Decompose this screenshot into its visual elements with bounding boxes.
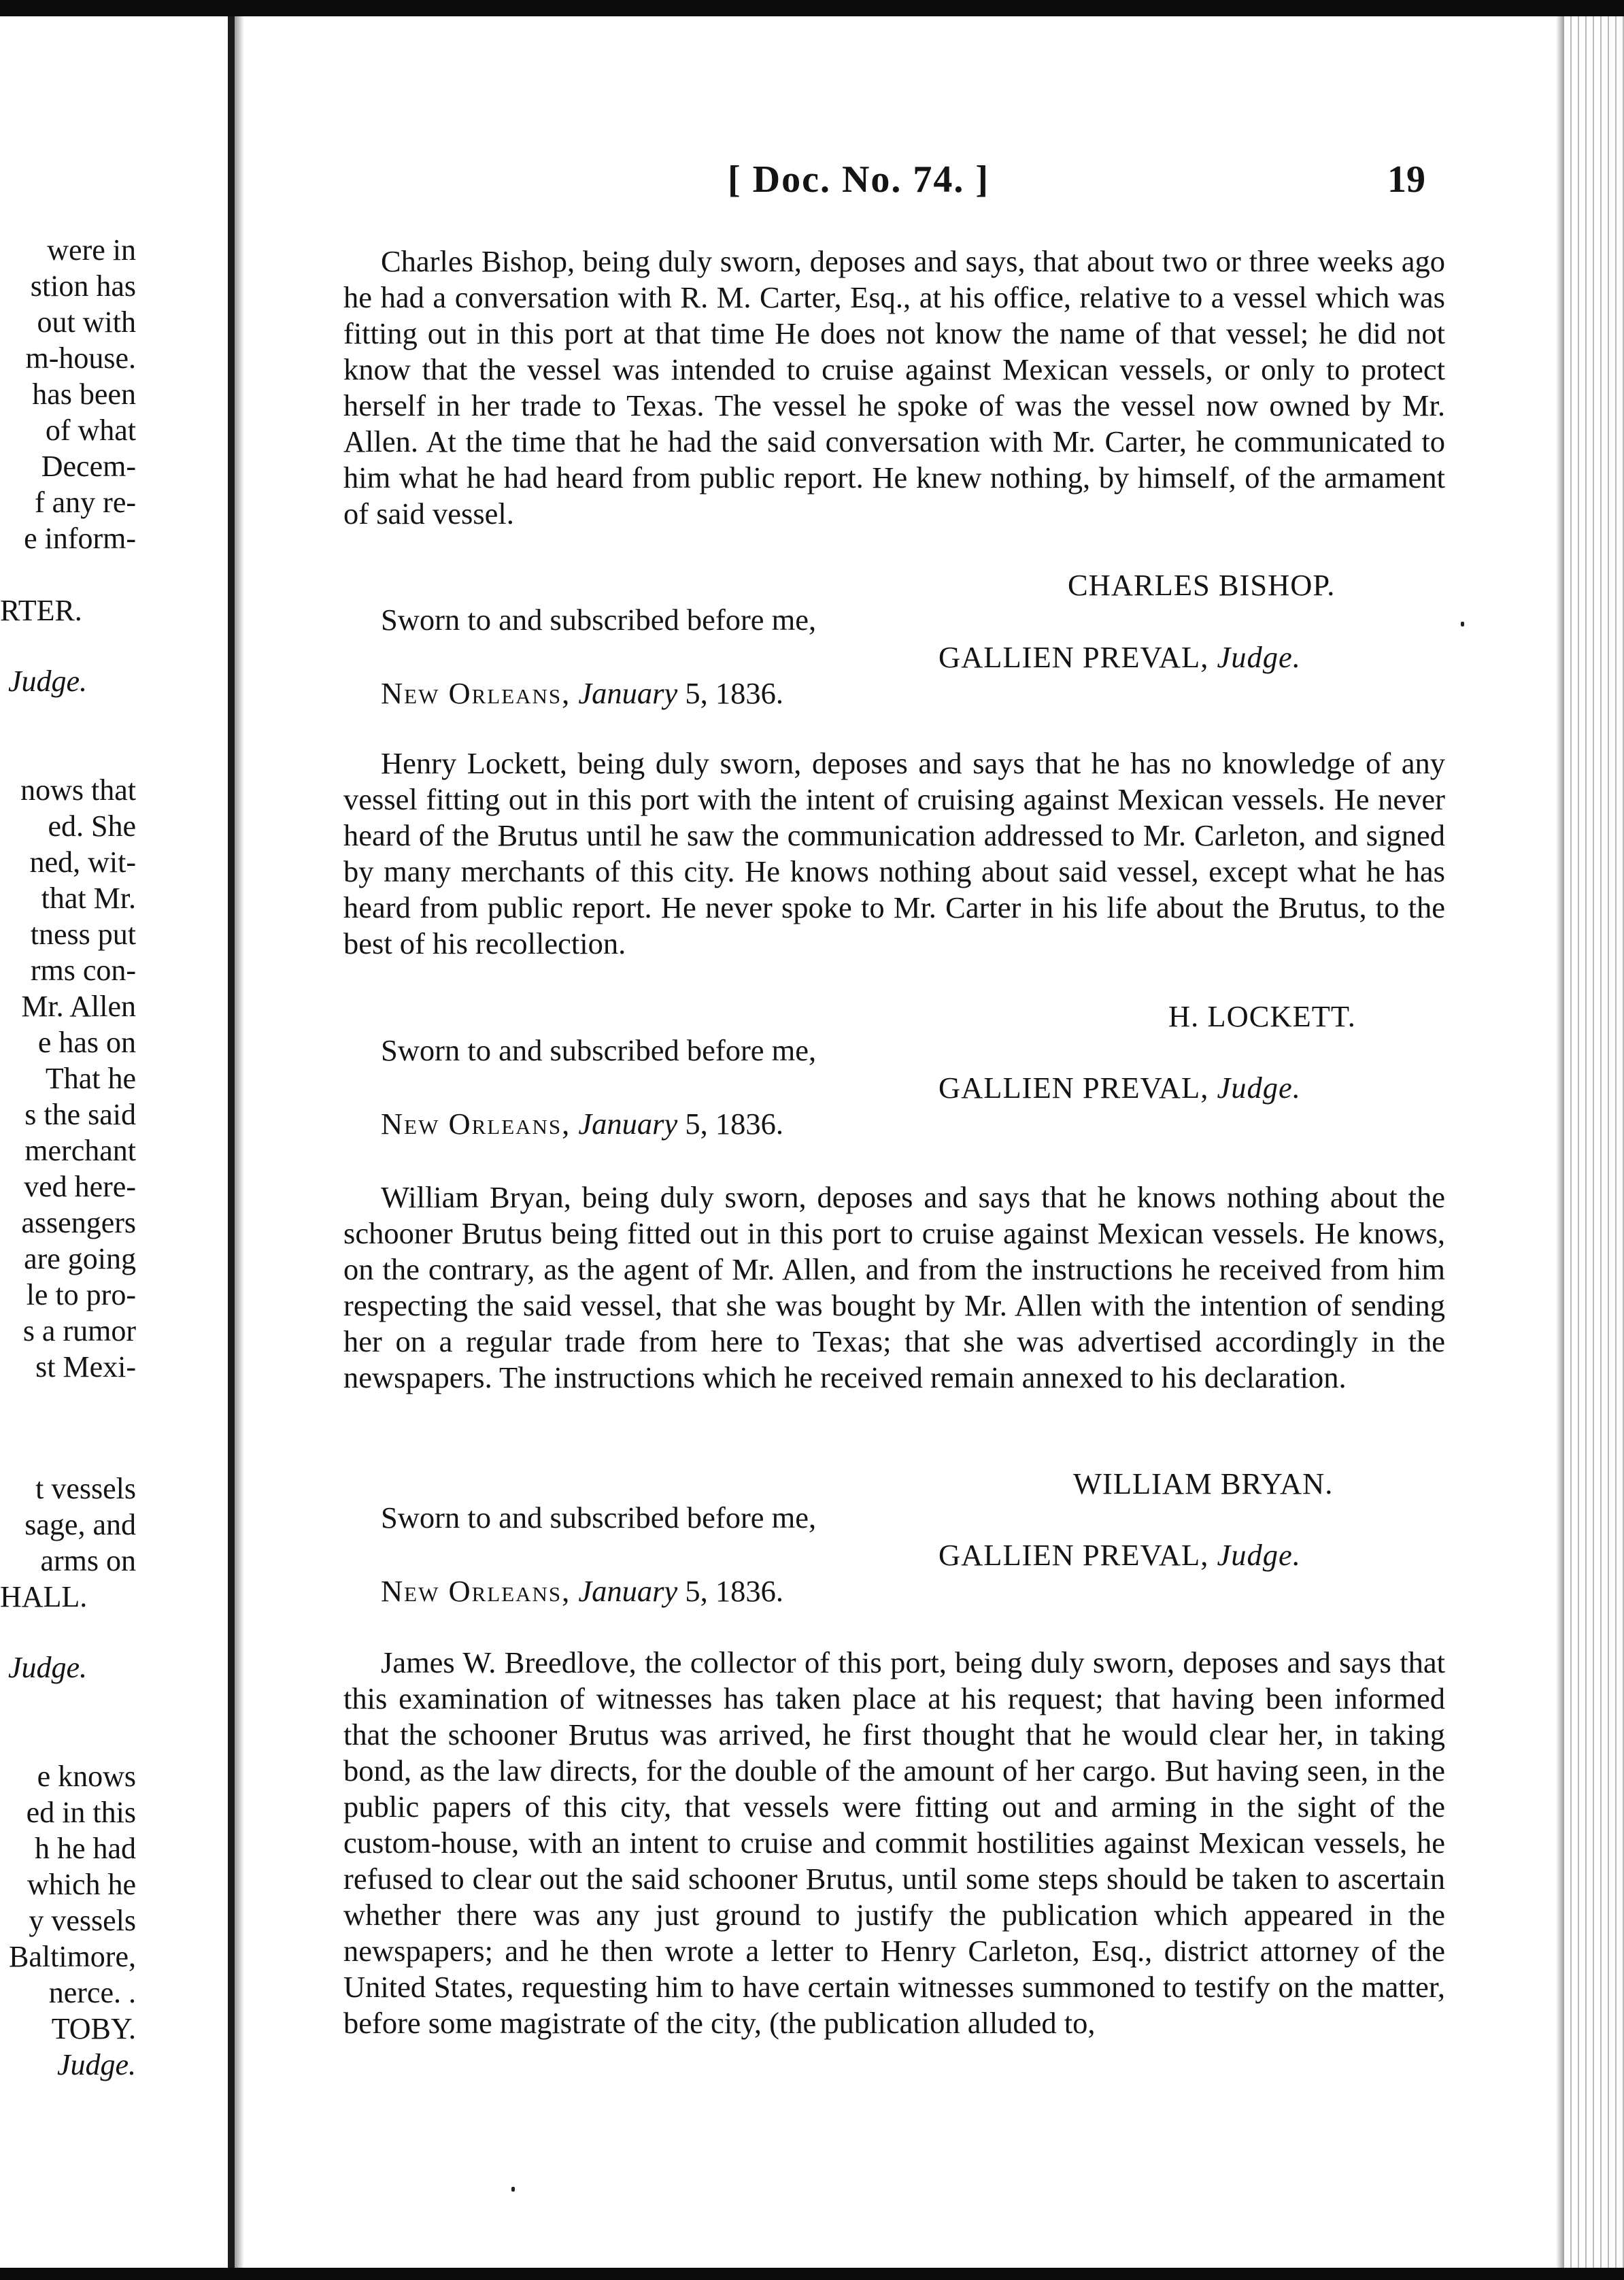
left-fragment-line: RTER. — [0, 594, 82, 627]
left-fragment-line: assengers — [21, 1206, 136, 1239]
book-gutter — [228, 16, 235, 2268]
judge-signature — [938, 1537, 1301, 1573]
left-fragment-line: sage, and — [24, 1508, 136, 1541]
sworn-line: Sworn to and subscribed before me, — [381, 603, 817, 637]
left-fragment-line: Decem- — [41, 450, 136, 483]
running-header — [0, 158, 1624, 205]
signature-bryan: WILLIAM BRYAN. — [1073, 1466, 1334, 1501]
left-fragment-line: e inform- — [24, 522, 136, 555]
left-fragment-line: e knows — [37, 1760, 136, 1793]
date-rest: 5, 1836. — [685, 1574, 783, 1608]
judge-name: GALLIEN PREVAL, — [938, 1538, 1209, 1572]
date-month: January — [578, 1107, 678, 1141]
deposition-text-bishop: Charles Bishop, being duly sworn, deposes and says, that about two or three weeks ago he had a conversation with R. M. Carter, Esq., at his office, relative to a vessel which was fitting out in this port at that time He does not know the name of that vessel; he did not know that the vessel was intended to cruise against Mexican vessels, or only to protect herself in her trade to Texas. The vessel he spoke of was the vessel now owned by Mr. Allen. At the time that he had the said conversation with Mr. Carter, he communicated to him what he had heard from public report. He knew nothing, by himself, of the armament of said vessel. — [343, 244, 1445, 531]
left-fragment-line: st Mexi- — [35, 1350, 136, 1384]
left-fragment-line: ned, wit- — [29, 845, 136, 879]
left-page-fragment — [0, 0, 224, 2265]
left-fragment-line: Judge. — [56, 2048, 136, 2081]
place-date-line — [381, 1573, 783, 1609]
judge-title: Judge. — [1217, 1071, 1301, 1105]
left-fragment-line: Judge. — [8, 665, 88, 698]
left-fragment-line: TOBY. — [51, 2012, 136, 2045]
print-speck — [1461, 622, 1464, 626]
signature-bishop: CHARLES BISHOP. — [1068, 568, 1336, 602]
left-fragment-line: that Mr. — [41, 882, 136, 915]
left-fragment-line: out with — [37, 305, 136, 339]
page-number: 19 — [1387, 158, 1425, 201]
date-month: January — [578, 1574, 678, 1608]
doc-number-label: [ Doc. No. 74. ] — [728, 158, 990, 201]
scan-bottom-border — [0, 2268, 1624, 2280]
place: New Orleans, — [381, 676, 571, 710]
left-fragment-line: ed in this — [26, 1796, 136, 1829]
left-fragment-line: Mr. Allen — [21, 990, 136, 1023]
signature-lockett: H. LOCKETT. — [1168, 999, 1356, 1033]
left-fragment-line: y vessels — [29, 1904, 136, 1937]
place: New Orleans, — [381, 1107, 571, 1141]
place-date-line — [381, 1106, 783, 1141]
left-fragment-line: That he — [45, 1062, 136, 1095]
left-fragment-line: arms on — [40, 1544, 136, 1577]
gutter-shadow — [235, 16, 244, 2268]
date-month: January — [578, 676, 678, 710]
deposition-text-breedlove: James W. Breedlove, the collector of this port, being duly sworn, deposes and says that this examination of witnesses has taken place at his request; that having been informed that the schooner Brutus was arrived, he first thought that he would clear her, in taking bond, as the law directs, for the double of the amount of her cargo. But having seen, in the public papers of this city, that vessels were fitting out and arming in the sight of the custom-house, with an intent to cruise and commit hostilities against Mexican vessels, he refused to clear out the said schooner Brutus, until some steps should be taken to ascertain whether there was any just ground to justify the publication which appeared in the newspapers; and he then wrote a letter to Henry Carleton, Esq., district attorney of the United States, requesting him to have certain witnesses summoned to testify on the matter, before some magistrate of the city, (the publication alluded to, — [343, 1645, 1445, 2040]
judge-signature — [938, 1070, 1301, 1105]
scan-top-border — [0, 0, 1624, 16]
left-fragment-line: ved here- — [24, 1170, 136, 1203]
page-stack-edge — [1564, 16, 1624, 2268]
left-fragment-line: Judge. — [8, 1651, 88, 1684]
left-fragment-line: stion has — [30, 269, 136, 303]
left-fragment-line: le to pro- — [26, 1278, 136, 1311]
deposition-text-bryan: William Bryan, being duly sworn, deposes and says that he knows nothing about the schooner Brutus being fitted out in this port to cruise against Mexican vessels. He knows, on the contrary, as the agent of Mr. Allen, and from the instructions he received from him respecting the said vessel, that she was bought by Mr. Allen with the intention of sending her on a regular trade from here to Texas; that she was advertised accordingly in the newspapers. The instructions which he received remain annexed to his declaration. — [343, 1180, 1445, 1394]
sworn-line: Sworn to and subscribed before me, — [381, 1033, 817, 1067]
left-fragment-line: of what — [45, 414, 136, 447]
left-fragment-line: f any re- — [34, 486, 136, 519]
left-fragment-line: nows that — [20, 773, 136, 807]
left-fragment-line: HALL. — [0, 1580, 88, 1613]
left-fragment-line: t vessels — [35, 1472, 136, 1505]
left-fragment-line: were in — [47, 233, 136, 267]
left-fragment-line: m-house. — [25, 341, 136, 375]
judge-signature — [938, 639, 1301, 675]
judge-name: GALLIEN PREVAL, — [938, 1071, 1209, 1105]
left-fragment-line: e has on — [37, 1026, 136, 1059]
sworn-line: Sworn to and subscribed before me, — [381, 1501, 817, 1535]
left-fragment-line: ed. She — [48, 809, 136, 843]
place-date-line — [381, 675, 783, 711]
left-fragment-line: merchant — [24, 1134, 136, 1167]
left-fragment-line: are going — [24, 1242, 136, 1275]
left-fragment-line: rms con- — [30, 954, 136, 987]
date-rest: 5, 1836. — [685, 1107, 783, 1141]
judge-title: Judge. — [1217, 1538, 1301, 1572]
judge-title: Judge. — [1217, 640, 1301, 674]
date-rest: 5, 1836. — [685, 676, 783, 710]
left-fragment-line: s a rumor — [22, 1314, 136, 1347]
left-fragment-line: which he — [27, 1868, 136, 1901]
place: New Orleans, — [381, 1574, 571, 1608]
left-fragment-line: tness put — [30, 918, 136, 951]
deposition-text-lockett: Henry Lockett, being duly sworn, deposes and says that he has no knowledge of any vessel fitting out in this port with the intent of cruising against Mexican vessels. He never heard of the Brutus until he saw the communication addressed to Mr. Carleton, and signed by many merchants of this city. He knows nothing about said vessel, except what he has heard from public report. He never spoke to Mr. Carter in his life about the Brutus, to the best of his recollection. — [343, 746, 1445, 960]
judge-name: GALLIEN PREVAL, — [938, 640, 1209, 674]
print-speck — [511, 2187, 515, 2192]
left-fragment-line: s the said — [24, 1098, 136, 1131]
left-fragment-line: nerce. . — [48, 1976, 136, 2009]
left-fragment-line: Baltimore, — [9, 1940, 136, 1973]
left-fragment-line: h he had — [34, 1832, 136, 1865]
left-fragment-line: has been — [32, 378, 136, 411]
